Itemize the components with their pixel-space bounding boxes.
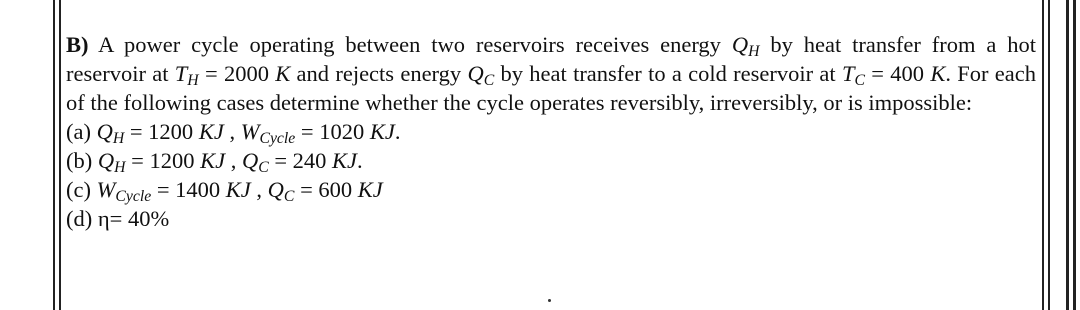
case-a-q-symbol: Q — [96, 119, 113, 144]
case-b-prefix: (b) — [66, 148, 98, 173]
case-a-value-1: = 1200 — [124, 119, 199, 144]
case-b-h-subscript: H — [114, 158, 126, 176]
case-c-unit-1: KJ — [225, 177, 251, 202]
qh-symbol: Q — [731, 32, 749, 57]
case-b-c-subscript: C — [258, 158, 269, 176]
case-a-h-subscript: H — [112, 129, 125, 147]
th-symbol: T — [174, 61, 188, 86]
case-b-end: . — [357, 148, 363, 173]
case-c-separator: , — [250, 177, 268, 202]
case-c-c-subscript: C — [283, 187, 295, 205]
qc-symbol: Q — [467, 61, 484, 86]
case-c-unit-2: KJ — [357, 177, 383, 202]
case-c-w-symbol: W — [96, 177, 116, 202]
case-c-cycle-subscript: Cycle — [115, 187, 152, 205]
problem-text-4: by heat transfer to a cold reservoir at — [494, 61, 842, 86]
tc-subscript: C — [854, 71, 865, 89]
tc-symbol: T — [841, 61, 855, 86]
problem-text-1: A power cycle operating between two reservoirs receives energy — [88, 32, 732, 57]
case-a-value-2: = 1020 — [295, 119, 370, 144]
case-a-unit-1: KJ — [198, 119, 224, 144]
case-b-unit-1: KJ — [200, 148, 226, 173]
case-a-end: . — [394, 119, 401, 144]
th-value: = 2000 — [198, 61, 276, 86]
right-border-rule-inner — [1042, 0, 1044, 310]
left-border-rule-inner — [59, 0, 61, 310]
case-a-unit-2: KJ — [369, 119, 395, 144]
right-border-rule-outer-b — [1073, 0, 1076, 310]
case-c-qc-symbol: Q — [267, 177, 284, 202]
case-c-prefix: (c) — [66, 177, 97, 202]
left-border-rule-outer — [53, 0, 55, 310]
case-c — [66, 175, 1036, 204]
th-unit: K — [275, 61, 291, 86]
case-a-w-symbol: W — [240, 119, 260, 144]
case-b — [66, 146, 1036, 175]
qh-subscript: H — [748, 42, 760, 60]
case-b-unit-2: KJ — [332, 148, 358, 173]
case-d: (d) η= 40% — [66, 206, 170, 231]
problem-text-5: . For each of the following cases determine whether the cycle operates reversibly, irreversibly, or is impossible: — [66, 61, 1037, 115]
case-b-value-2: = 240 — [268, 148, 333, 173]
case-a-prefix: (a) — [66, 119, 97, 144]
stray-dot-mark — [548, 299, 551, 302]
right-border-rule-outer-a — [1066, 0, 1069, 310]
qc-subscript: C — [483, 71, 495, 89]
problem-text-2: by heat transfer from a hot reservoir at — [66, 32, 1036, 86]
th-subscript: H — [187, 71, 199, 89]
problem-text-3: and rejects energy — [290, 61, 468, 86]
case-a-separator: , — [223, 119, 241, 144]
case-a — [66, 117, 1036, 146]
case-b-qh-symbol: Q — [97, 148, 115, 173]
case-a-cycle-subscript: Cycle — [259, 129, 296, 147]
case-b-qc-symbol: Q — [241, 148, 259, 173]
tc-value: = 400 — [864, 61, 931, 86]
case-b-value-1: = 1200 — [125, 148, 201, 173]
problem-paragraph — [66, 30, 1036, 117]
case-b-separator: , — [225, 148, 242, 173]
right-border-rule-middle — [1048, 0, 1050, 310]
tc-unit: K — [930, 61, 946, 86]
case-c-value-2: = 600 — [294, 177, 358, 202]
problem-label: B) — [66, 32, 89, 57]
case-c-value-1: = 1400 — [151, 177, 226, 202]
problem-statement — [66, 30, 1036, 233]
